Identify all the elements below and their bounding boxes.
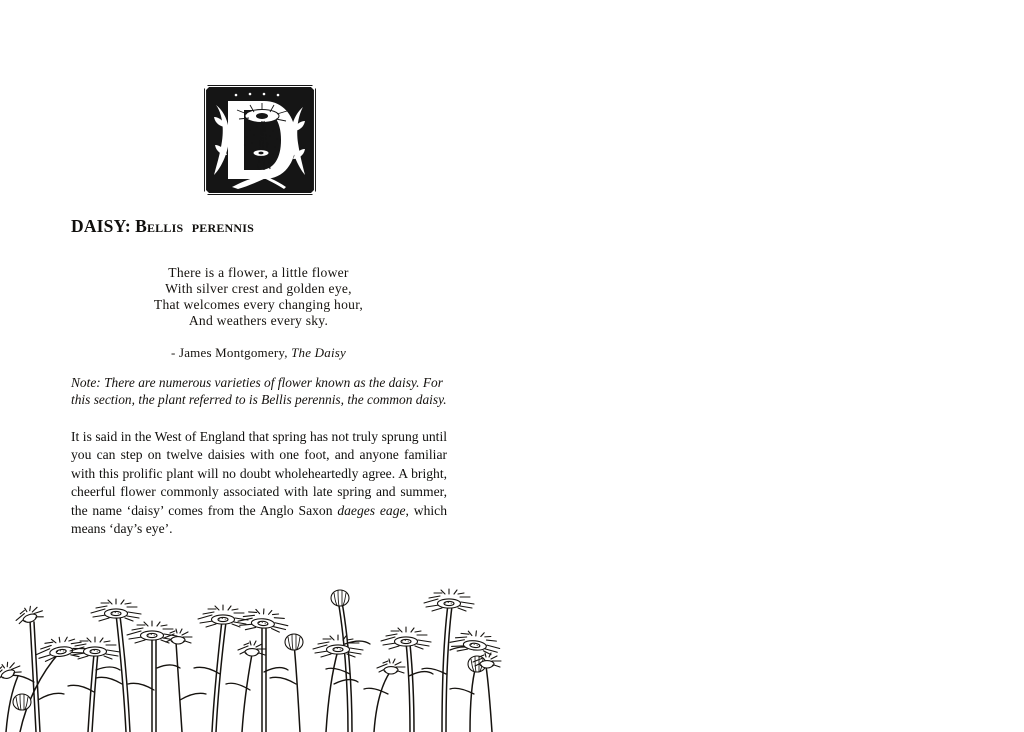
- poem-line-2: With silver crest and golden eye,: [165, 280, 352, 296]
- poem-attrib-title: The Daisy: [291, 344, 347, 360]
- daisy-common-name: DAISY: [71, 216, 125, 236]
- right-page: [512, 0, 1024, 732]
- daisy-body-text: [71, 428, 447, 538]
- poem-line-1: There is a flower, a little flower: [168, 265, 349, 280]
- daisy-genus: Bellis: [135, 216, 184, 236]
- poem-attribution: [71, 345, 446, 361]
- daisy-body-part-1: It is said in the West of England that spring has not truly sprung until you can step on twelve daisies with one foot, and anyone familiar with this prolific plant will no doubt wholeheartedly agree. A bright, cheerful flower commonly associated with late spring and summer, the name ‘daisy’ comes from the Anglo Saxon: [71, 429, 447, 518]
- poem-line-4: And weathers every sky.: [188, 312, 329, 328]
- daisy-species: perennis: [191, 216, 255, 236]
- daisy-body-italic-term: daeges eage: [337, 502, 406, 518]
- poem-attrib-dash: -: [170, 344, 176, 360]
- daisy-heading-separator: :: [124, 216, 131, 236]
- daisy-note: Note: There are numerous varieties of flower known as the daisy. For this section, the plant referred to is Bellis perennis, the common daisy.: [71, 375, 447, 407]
- poem-attrib-author: James Montgomery,: [178, 344, 288, 360]
- daisy-species-heading: [71, 216, 254, 237]
- daisy-field-illustration: [0, 524, 512, 732]
- poem-line-3: That welcomes every changing hour,: [153, 296, 364, 312]
- daisy-poem: [71, 265, 446, 361]
- ornamental-dropcap-d-icon: [202, 83, 318, 197]
- daisy-body-part-2: , which means ‘day’s eye’.: [71, 502, 447, 537]
